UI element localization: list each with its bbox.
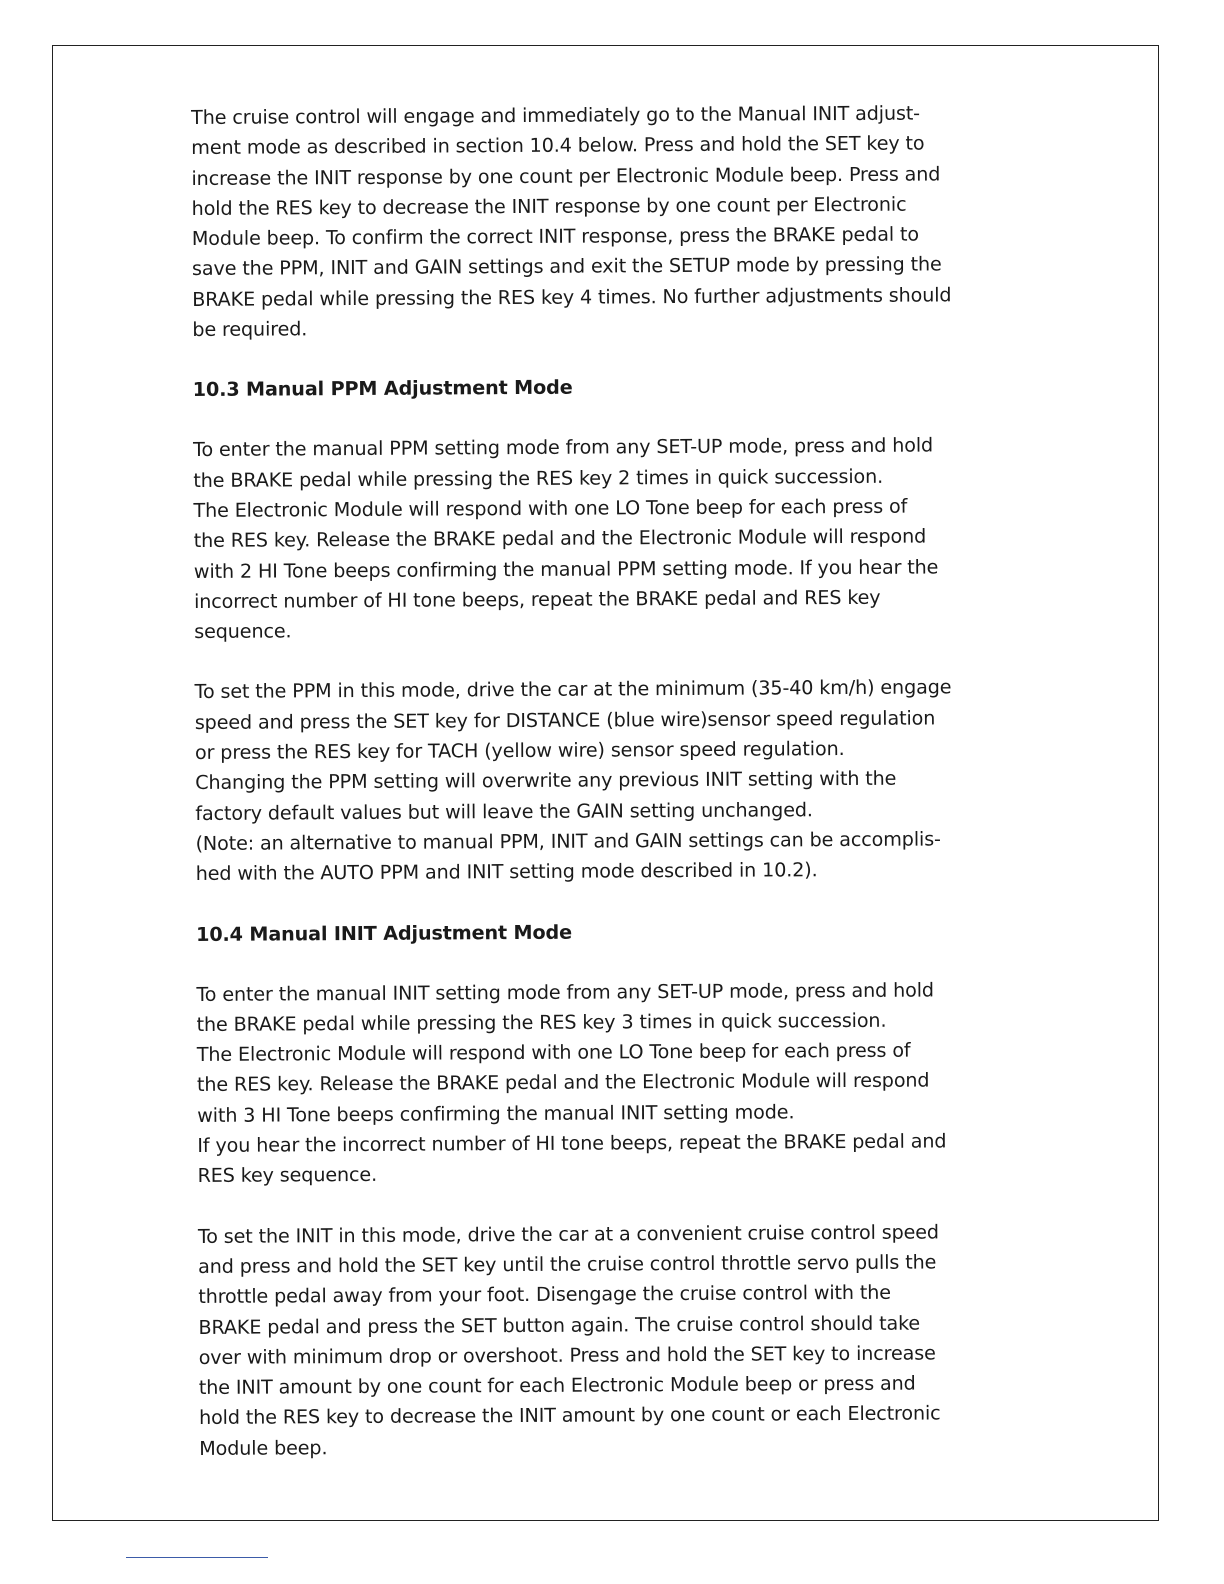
text-line: RES key sequence.: [197, 1163, 378, 1188]
text-line: over with minimum drop or overshoot. Press and hold the SET key to increase: [198, 1341, 936, 1369]
text-line: save the PPM, INIT and GAIN settings and exit the SETUP mode by pressing the: [191, 252, 942, 281]
footnote-rule: [126, 1557, 268, 1558]
text-line: sequence.: [194, 619, 292, 644]
text-line: the RES key. Release the BRAKE pedal and the Electronic Module will respond: [193, 524, 927, 553]
text-line: To enter the manual INIT setting mode from any SET-UP mode, press and hold: [196, 978, 934, 1006]
text-line: The Electronic Module will respond with one LO Tone beep for each press of: [193, 494, 908, 522]
text-line: hed with the AUTO PPM and INIT setting mode described in 10.2).: [195, 858, 818, 886]
section-10-3-heading: 10.3 Manual PPM Adjustment Mode: [192, 376, 573, 402]
section-10-3-paragraph-2: [195, 672, 1046, 889]
text-line: throttle pedal away from your foot. Disengage the cruise control with the: [198, 1280, 891, 1309]
text-line: To set the INIT in this mode, drive the car at a convenient cruise control speed: [197, 1220, 939, 1248]
text-line: hold the RES key to decrease the INIT response by one count per Electronic: [191, 192, 907, 220]
document-body: [191, 98, 1049, 1494]
text-line: the BRAKE pedal while pressing the RES key 3 times in quick succession.: [196, 1008, 887, 1036]
text-line: (Note: an alternative to manual PPM, INIT and GAIN settings can be accomplis-: [195, 827, 941, 855]
text-line: BRAKE pedal and press the SET button again. The cruise control should take: [198, 1311, 921, 1339]
text-line: Changing the PPM setting will overwrite any previous INIT setting with the: [195, 767, 897, 795]
section-10-4-heading: 10.4 Manual INIT Adjustment Mode: [196, 920, 572, 946]
text-line: be required.: [192, 317, 308, 342]
section-10-4-paragraph-2: [198, 1216, 1049, 1464]
text-line: The Electronic Module will respond with one LO Tone beep for each press of: [196, 1038, 911, 1067]
text-line: To enter the manual PPM setting mode from any SET-UP mode, press and hold: [193, 433, 934, 462]
text-line: with 3 HI Tone beeps confirming the manual INIT setting mode.: [197, 1100, 795, 1127]
text-line: Module beep.: [199, 1435, 328, 1460]
text-line: increase the INIT response by one count per Electronic Module beep. Press and: [191, 162, 941, 190]
text-line: Module beep. To confirm the correct INIT response, press the BRAKE pedal to: [191, 222, 919, 251]
intro-paragraph: [191, 98, 1042, 346]
text-line: The cruise control will engage and immediately go to the Manual INIT adjust-: [191, 101, 921, 129]
text-line: or press the RES key for TACH (yellow wire) sensor speed regulation.: [194, 737, 845, 765]
text-line: the BRAKE pedal while pressing the RES key 2 times in quick succession.: [193, 464, 884, 492]
text-line: and press and hold the SET key until the cruise control throttle servo pulls the: [198, 1250, 937, 1278]
text-line: hold the RES key to decrease the INIT amount by one count or each Electronic: [198, 1401, 941, 1430]
text-line: ment mode as described in section 10.4 below. Press and hold the SET key to: [191, 131, 925, 160]
text-line: with 2 HI Tone beeps confirming the manual PPM setting mode. If you hear the: [193, 555, 939, 583]
text-line: incorrect number of HI tone beeps, repeat the BRAKE pedal and RES key: [193, 585, 881, 613]
text-line: the RES key. Release the BRAKE pedal and the Electronic Module will respond: [196, 1068, 930, 1097]
section-10-4-paragraph-1: [196, 974, 1047, 1191]
text-line: speed and press the SET key for DISTANCE (blue wire)sensor speed regulation: [194, 706, 936, 734]
text-line: BRAKE pedal while pressing the RES key 4 times. No further adjustments should: [192, 283, 952, 311]
text-line: the INIT amount by one count for each Electronic Module beep or press and: [198, 1371, 916, 1400]
text-line: factory default values but will leave the GAIN setting unchanged.: [195, 797, 813, 825]
section-10-3-paragraph-1: [193, 430, 1044, 647]
text-line: To set the PPM in this mode, drive the car at the minimum (35-40 km/h) engage: [194, 675, 952, 704]
text-line: If you hear the incorrect number of HI tone beeps, repeat the BRAKE pedal and: [197, 1129, 947, 1157]
